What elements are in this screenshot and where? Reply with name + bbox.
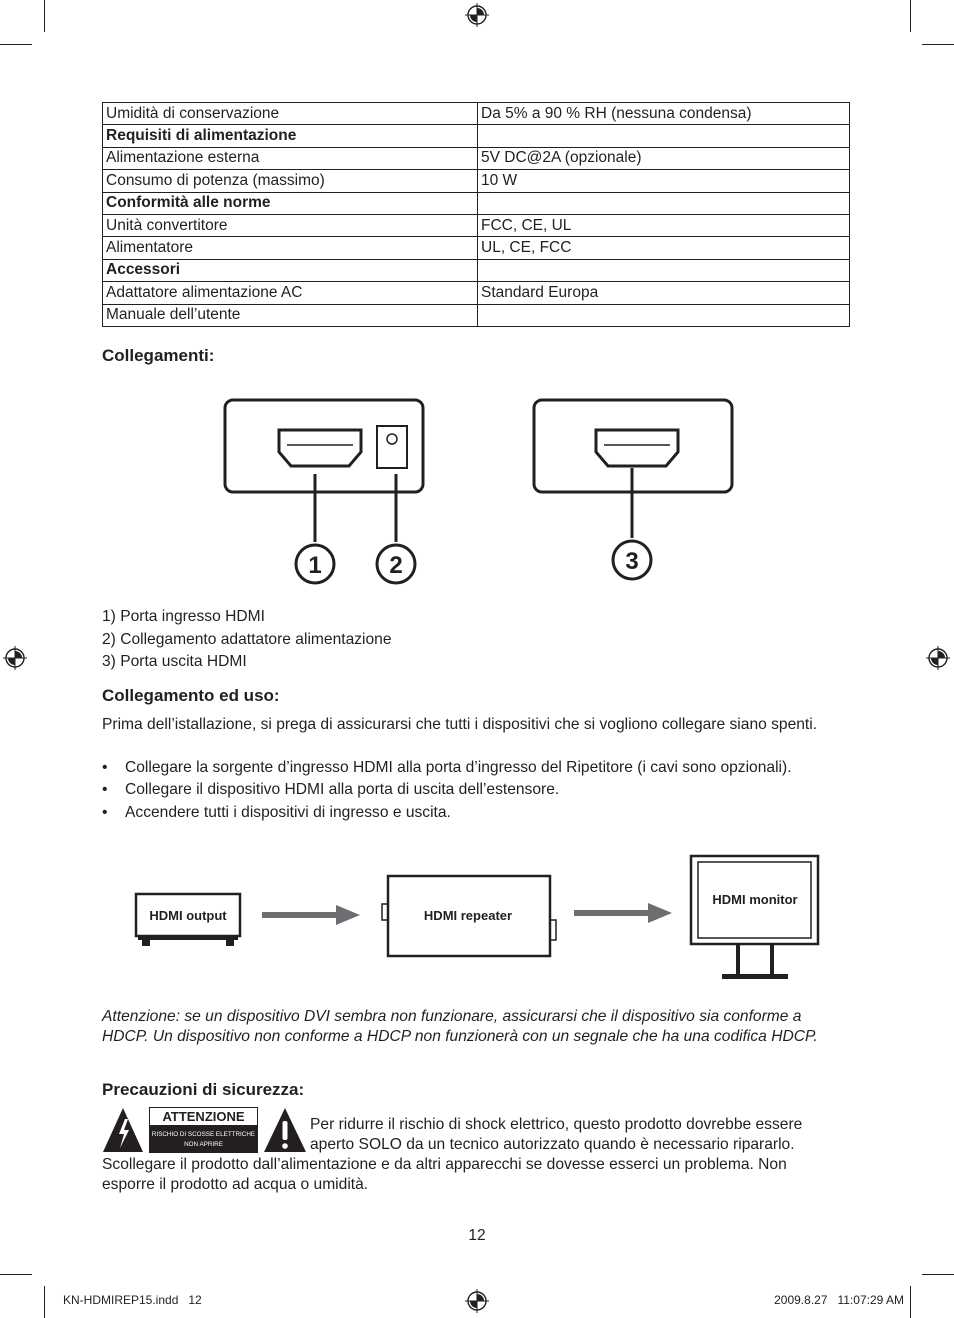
- spec-row: [103, 170, 850, 192]
- crop-mark: [910, 1286, 911, 1318]
- bullet-dot: •: [102, 804, 108, 821]
- usage-bullet-text: Collegare la sorgente d’ingresso HDMI alla porta d’ingresso del Ripetitore (i cavi sono opzionali).: [125, 759, 792, 776]
- page-number: 12: [468, 1227, 486, 1244]
- footer-timestamp: 2009.8.27 11:07:29 AM: [774, 1293, 904, 1307]
- spec-label: Adattatore alimentazione AC: [103, 282, 478, 304]
- spec-label: Alimentazione esterna: [103, 147, 478, 169]
- hdmi-monitor-label: HDMI monitor: [712, 892, 798, 907]
- crop-mark: [44, 0, 45, 32]
- warning-line1: RISCHIO DI SCOSSE ELETTRICHE: [151, 1131, 256, 1138]
- usage-bullet-text: Collegare il dispositivo HDMI alla porta di uscita dell’estensore.: [125, 781, 560, 798]
- spec-row: [103, 237, 850, 259]
- bullet-dot: •: [102, 759, 108, 776]
- port-item-2: 2) Collegamento adattatore alimentazione: [102, 631, 392, 648]
- registration-mark-icon: [926, 646, 950, 670]
- input-unit-outline: [225, 400, 423, 492]
- spec-label: Accessori: [103, 259, 478, 281]
- crop-mark: [0, 1274, 32, 1275]
- usage-bullet-2: [102, 780, 559, 800]
- usage-bullet-text: Accendere tutti i dispositivi di ingresso e uscita.: [125, 804, 451, 821]
- registration-mark-icon: [465, 1289, 489, 1313]
- spec-label: Requisiti di alimentazione: [103, 125, 478, 147]
- arrow-icon: [574, 903, 672, 923]
- safety-heading: Precauzioni di sicurezza:: [102, 1080, 305, 1099]
- spec-row: [103, 103, 850, 125]
- usage-bullet-1: [102, 758, 792, 778]
- spec-label: Consumo di potenza (massimo): [103, 170, 478, 192]
- warning-label: [102, 1106, 308, 1154]
- spec-label: Unità convertitore: [103, 214, 478, 236]
- ports-diagram: [215, 390, 745, 590]
- spec-row: [103, 259, 850, 281]
- crop-mark: [922, 44, 954, 45]
- crop-mark: [0, 44, 32, 45]
- spec-row: [103, 304, 850, 326]
- safety-text-rest: Scollegare il prodotto dall’alimentazione e da altri apparecchi se dovesse esserci un problema. Non esporre il prodotto ad acqua o umidità.: [102, 1156, 787, 1193]
- callout-1-label: 1: [308, 552, 322, 579]
- spec-row: [103, 214, 850, 236]
- spec-table: [102, 102, 850, 327]
- spec-label: Conformità alle norme: [103, 192, 478, 214]
- spec-value: 5V DC@2A (opzionale): [478, 147, 850, 169]
- spec-label: Umidità di conservazione: [103, 103, 478, 125]
- spec-value: UL, CE, FCC: [478, 237, 850, 259]
- crop-mark: [910, 0, 911, 32]
- hdmi-output-port-icon: [596, 430, 678, 466]
- hdmi-input-port-icon: [279, 430, 361, 466]
- hdmi-repeater-label: HDMI repeater: [423, 908, 513, 923]
- connections-heading: Collegamenti:: [102, 346, 215, 365]
- usage-bullet-3: [102, 803, 451, 823]
- hdcp-note: Attenzione: se un dispositivo DVI sembra non funzionare, assicurarsi che il dispositivo sia conforme a HDCP. Un dispositivo non conforme a HDCP non funzionerà con un segnale che ha una codifica HDCP.: [102, 1008, 818, 1045]
- spec-row: [103, 125, 850, 147]
- spec-row: [103, 282, 850, 304]
- crop-mark: [922, 1274, 954, 1275]
- callout-3-label: 3: [625, 548, 639, 575]
- spec-label: Manuale dell’utente: [103, 304, 478, 326]
- spec-value: FCC, CE, UL: [478, 214, 850, 236]
- dc-power-jack-icon: [377, 426, 407, 468]
- spec-value: [478, 259, 850, 281]
- spec-label: Alimentatore: [103, 237, 478, 259]
- spec-value: 10 W: [478, 170, 850, 192]
- arrow-icon: [262, 905, 360, 925]
- hdmi-output-label: HDMI output: [149, 908, 227, 923]
- spec-row: [103, 192, 850, 214]
- port-item-3: 3) Porta uscita HDMI: [102, 653, 247, 670]
- spec-value: [478, 125, 850, 147]
- registration-mark-icon: [3, 646, 27, 670]
- usage-intro: Prima dell’istallazione, si prega di assicurarsi che tutti i dispositivi che si vogliono collegare siano spenti.: [102, 716, 818, 733]
- registration-mark-icon: [465, 3, 489, 27]
- crop-mark: [44, 1286, 45, 1318]
- callout-2-label: 2: [389, 552, 403, 579]
- spec-value: [478, 304, 850, 326]
- warning-line2: NON APRIRE: [184, 1141, 223, 1148]
- warning-title: ATTENZIONE: [162, 1109, 245, 1124]
- safety-text-line2: aperto SOLO da un tecnico autorizzato quando è necessario ripararlo.: [310, 1136, 795, 1153]
- port-item-1: 1) Porta ingresso HDMI: [102, 608, 265, 625]
- footer-file: KN-HDMIREP15.indd 12: [63, 1293, 202, 1307]
- bullet-dot: •: [102, 781, 108, 798]
- spec-value: Da 5% a 90 % RH (nessuna condensa): [478, 103, 850, 125]
- spec-value: Standard Europa: [478, 282, 850, 304]
- spec-value: [478, 192, 850, 214]
- usage-heading: Collegamento ed uso:: [102, 686, 280, 705]
- spec-row: [103, 147, 850, 169]
- safety-text-line1: Per ridurre il rischio di shock elettrico, questo prodotto dovrebbe essere: [310, 1116, 803, 1133]
- connection-flow-diagram: [130, 850, 830, 985]
